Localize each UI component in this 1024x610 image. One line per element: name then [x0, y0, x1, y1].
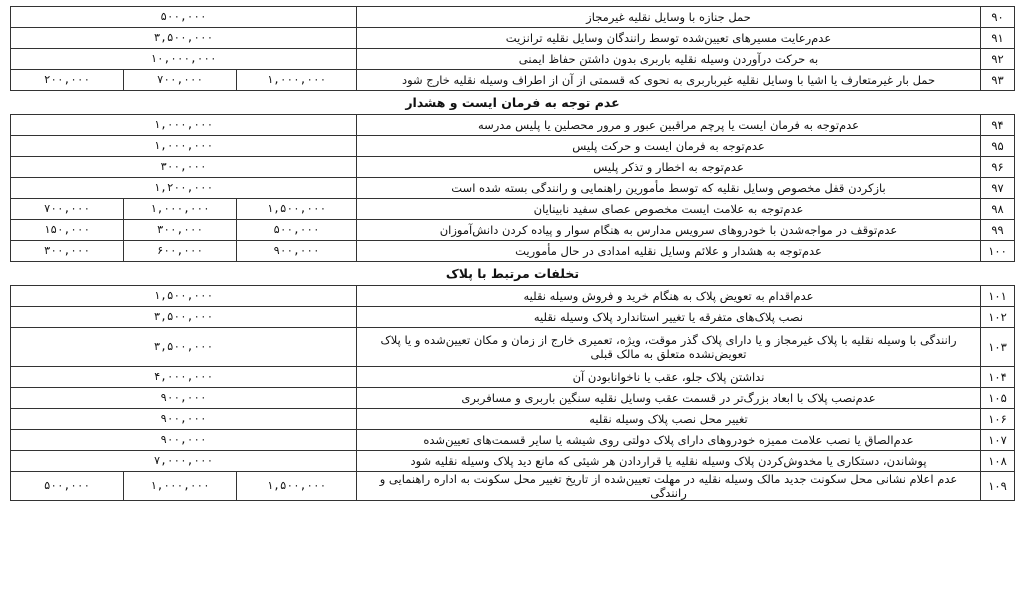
fine-amount-3: ۷۰۰,۰۰۰ [11, 199, 124, 220]
fine-amount: ۹۰۰,۰۰۰ [11, 430, 357, 451]
row-number: ۱۰۳ [981, 328, 1015, 367]
section-header [11, 262, 1015, 286]
fine-amount-2: ۳۰۰,۰۰۰ [124, 220, 237, 241]
fine-amount-3: ۲۰۰,۰۰۰ [11, 70, 124, 91]
table-row [11, 241, 1015, 262]
fine-amount-2: ۷۰۰,۰۰۰ [124, 70, 237, 91]
section-title: عدم توجه به فرمان ایست و هشدار [405, 94, 620, 110]
table-row [11, 199, 1015, 220]
fine-amount-3: ۵۰۰,۰۰۰ [11, 472, 124, 501]
violation-description: نداشتن پلاک جلو، عقب یا ناخوانابودن آن [357, 367, 981, 388]
table-row [11, 367, 1015, 388]
row-number: ۹۹ [981, 220, 1015, 241]
row-number: ۹۸ [981, 199, 1015, 220]
violation-description: عدم‌توجه به اخطار و تذکر پلیس [357, 157, 981, 178]
fine-amount: ۳,۵۰۰,۰۰۰ [11, 307, 357, 328]
row-number: ۹۰ [981, 7, 1015, 28]
row-number: ۱۰۷ [981, 430, 1015, 451]
violation-description: حمل بار غیرمتعارف یا اشیا با وسایل نقلیه غیرباربری به نحوی که قسمتی از آن از اطراف وسیله نقلیه خارج شود [357, 70, 981, 91]
fine-amount-3: ۳۰۰,۰۰۰ [11, 241, 124, 262]
row-number: ۱۰۴ [981, 367, 1015, 388]
fine-amount-1: ۱,۰۰۰,۰۰۰ [237, 70, 357, 91]
fine-amount: ۹۰۰,۰۰۰ [11, 388, 357, 409]
violation-description: پوشاندن، دستکاری یا مخدوش‌کردن پلاک وسیله نقلیه یا قراردادن هر شیئی که مانع دید پلاک وسیله نقلیه شود [357, 451, 981, 472]
fine-amount-2: ۱,۰۰۰,۰۰۰ [124, 472, 237, 501]
fine-amount: ۳۰۰,۰۰۰ [11, 157, 357, 178]
table-row [11, 28, 1015, 49]
violation-description: عدم‌توجه به هشدار و علائم وسایل نقلیه امدادی در حال مأموریت [357, 241, 981, 262]
violation-description: رانندگی با وسیله نقلیه با پلاک غیرمجاز و یا دارای پلاک گذر موقت، ویژه، تعمیری خارج از زمان و مکان تعیین‌شده و یا پلاک تعویض‌نشده متعلق به مالک قبلی [357, 328, 981, 367]
table-row [11, 388, 1015, 409]
table-row [11, 430, 1015, 451]
section-title: تخلفات مرتبط با پلاک [445, 265, 580, 281]
row-number: ۹۷ [981, 178, 1015, 199]
violation-description: عدم‌توقف در مواجه‌شدن با خودروهای سرویس مدارس به هنگام سوار و پیاده کردن دانش‌آموزان [357, 220, 981, 241]
fine-amount: ۳,۵۰۰,۰۰۰ [11, 28, 357, 49]
row-number: ۱۰۵ [981, 388, 1015, 409]
violation-description: عدم‌رعایت مسیرهای تعیین‌شده توسط رانندگان وسایل نقلیه ترانزیت [357, 28, 981, 49]
violation-description: عدم اعلام نشانی محل سکونت جدید مالک وسیله نقلیه در مهلت تعیین‌شده از تاریخ تغییر محل سکونت به اداره راهنمایی و رانندگی [357, 472, 981, 501]
fines-table-body [11, 7, 1015, 501]
fine-amount: ۱,۵۰۰,۰۰۰ [11, 286, 357, 307]
fine-amount: ۵۰۰,۰۰۰ [11, 7, 357, 28]
table-row [11, 49, 1015, 70]
table-row [11, 178, 1015, 199]
row-number: ۹۵ [981, 136, 1015, 157]
violation-description: نصب پلاک‌های متفرقه یا تغییر استاندارد پلاک وسیله نقلیه [357, 307, 981, 328]
row-number: ۹۲ [981, 49, 1015, 70]
table-row [11, 409, 1015, 430]
fine-amount-1: ۱,۵۰۰,۰۰۰ [237, 472, 357, 501]
row-number: ۱۰۹ [981, 472, 1015, 501]
violation-description: عدم‌اقدام به تعویض پلاک به هنگام خرید و فروش وسیله نقلیه [357, 286, 981, 307]
fine-amount: ۷,۰۰۰,۰۰۰ [11, 451, 357, 472]
table-row [11, 286, 1015, 307]
row-number: ۱۰۱ [981, 286, 1015, 307]
violation-description: عدم‌الصاق یا نصب علامت ممیزه خودروهای دارای پلاک دولتی روی شیشه یا سایر قسمت‌های تعیین‌شده [357, 430, 981, 451]
violation-description: عدم‌توجه به فرمان ایست و حرکت پلیس [357, 136, 981, 157]
fine-amount-1: ۱,۵۰۰,۰۰۰ [237, 199, 357, 220]
table-row [11, 307, 1015, 328]
fine-amount: ۴,۰۰۰,۰۰۰ [11, 367, 357, 388]
row-number: ۱۰۰ [981, 241, 1015, 262]
violation-description: عدم‌توجه به علامت ایست مخصوص عصای سفید نابینایان [357, 199, 981, 220]
fine-amount-3: ۱۵۰,۰۰۰ [11, 220, 124, 241]
table-row [11, 115, 1015, 136]
table-row [11, 7, 1015, 28]
fine-amount-2: ۱,۰۰۰,۰۰۰ [124, 199, 237, 220]
fine-amount: ۳,۵۰۰,۰۰۰ [11, 328, 357, 367]
violation-description: تغییر محل نصب پلاک وسیله نقلیه [357, 409, 981, 430]
violation-description: عدم‌نصب پلاک با ابعاد بزرگ‌تر در قسمت عقب وسایل نقلیه سنگین باربری و مسافربری [357, 388, 981, 409]
table-row [11, 157, 1015, 178]
fine-amount: ۹۰۰,۰۰۰ [11, 409, 357, 430]
fine-amount-1: ۹۰۰,۰۰۰ [237, 241, 357, 262]
fine-amount: ۱,۰۰۰,۰۰۰ [11, 136, 357, 157]
violation-description: به حرکت درآوردن وسیله نقلیه باربری بدون داشتن حفاظ ایمنی [357, 49, 981, 70]
table-row [11, 451, 1015, 472]
fine-amount: ۱۰,۰۰۰,۰۰۰ [11, 49, 357, 70]
fine-amount-1: ۵۰۰,۰۰۰ [237, 220, 357, 241]
row-number: ۹۴ [981, 115, 1015, 136]
violation-description: حمل جنازه با وسایل نقلیه غیرمجاز [357, 7, 981, 28]
section-header [11, 91, 1015, 115]
table-row [11, 70, 1015, 91]
table-row [11, 328, 1015, 367]
violation-description: عدم‌توجه به فرمان ایست یا پرچم مراقبین عبور و مرور محصلین یا پلیس مدرسه [357, 115, 981, 136]
violation-description: بازکردن قفل مخصوص وسایل نقلیه که توسط مأمورین راهنمایی و رانندگی بسته شده است [357, 178, 981, 199]
fines-table [10, 6, 1015, 501]
table-row [11, 220, 1015, 241]
table-row [11, 136, 1015, 157]
row-number: ۹۳ [981, 70, 1015, 91]
row-number: ۱۰۶ [981, 409, 1015, 430]
row-number: ۹۶ [981, 157, 1015, 178]
fine-amount-2: ۶۰۰,۰۰۰ [124, 241, 237, 262]
row-number: ۹۱ [981, 28, 1015, 49]
fine-amount: ۱,۲۰۰,۰۰۰ [11, 178, 357, 199]
table-row [11, 472, 1015, 501]
row-number: ۱۰۲ [981, 307, 1015, 328]
fine-amount: ۱,۰۰۰,۰۰۰ [11, 115, 357, 136]
row-number: ۱۰۸ [981, 451, 1015, 472]
